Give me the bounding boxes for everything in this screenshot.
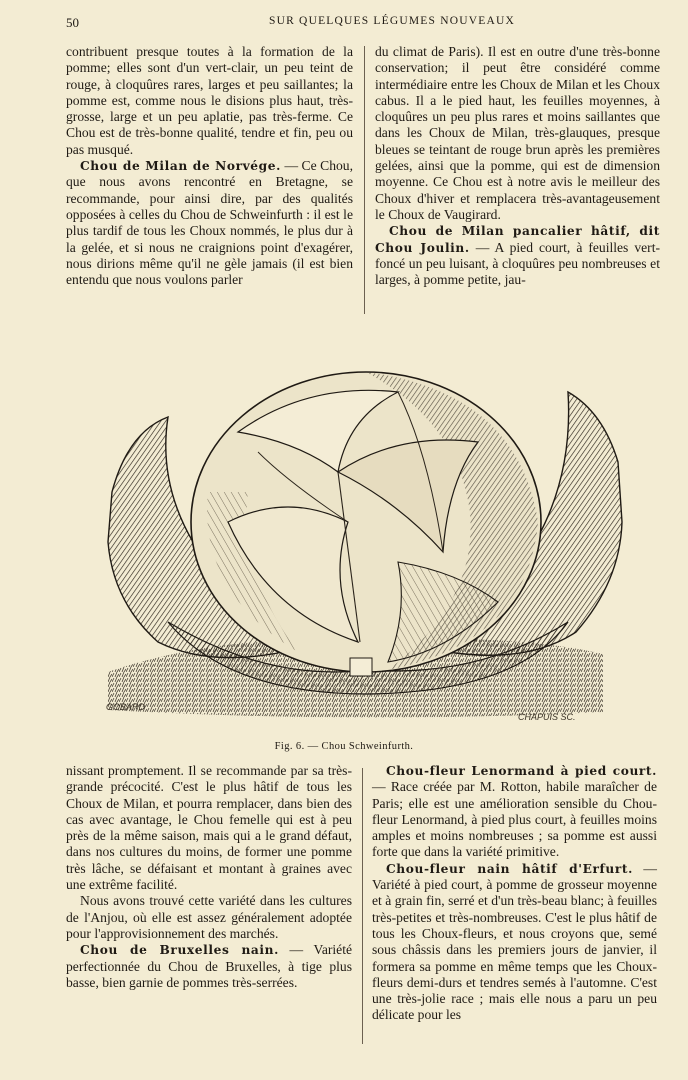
paragraph-erfurt [372, 861, 657, 1024]
page-header [66, 15, 658, 35]
page-number: 50 [66, 15, 79, 30]
paragraph: contribuent presque toutes à la formation de la pomme; elles sont d'un vert-clair, un peu teint de rouge, à cloquûres rares, larges et peu saillantes; la pomme est, comme nous le disions plus haut, très-grosse, large et un peu aplatie, pas très-ferme. Ce Chou est de très-bonne qualité, tendre et fin, peu ou pas musqué. [66, 44, 353, 157]
column-divider [364, 46, 365, 314]
bottom-right-column [372, 763, 657, 1024]
paragraph-text: — A pied court, à feuilles vert-foncé un peu luisant, à cloquûres peu nombreuses et larges, à pomme petite, jau- [375, 239, 660, 288]
paragraph-text: — Variété à pied court, à pomme de grosseur moyenne et à grain fin, serré et d'un très-beau blanc; à feuilles très-petites et très-nombreuses. C'est le plus hâtif de tous les Choux-fleurs, et nous croyons que, semé sous châssis dans les premiers jours de janvier, il formera sa pomme en même temps que les Choux-fleurs demi-durs et tendres semés à l'automne. C'est une très-jolie race ; mais elle nous a paru un peu délicate pour les [372, 860, 657, 1023]
paragraph-bruxelles [66, 942, 352, 991]
cabbage-stem [350, 658, 372, 676]
section-heading: Chou de Milan pancalier hâtif, dit Chou Joulin. [375, 224, 660, 255]
engraver-left: GOBARD [106, 702, 146, 712]
section-heading: Chou-fleur Lenormand à pied court. [386, 764, 657, 778]
paragraph-text: — Variété perfectionnée du Chou de Bruxelles, à tige plus basse, bien garnie de pommes très-serrées. [66, 942, 353, 990]
section-heading: Chou de Bruxelles nain. [80, 943, 279, 958]
paragraph-text: — Ce Chou, que nous avons rencontré en Bretagne, se recommande, pour ainsi dire, par des qualités opposées à celles du Chou de Schweinfurth : il est le plus tardif de tous les Choux nommés, le plus dur à la gelée, et si nous ne craignions point d'exagérer, nous dirions même qu'il ne gèle jamais (il est bien entendu que nous voulons parler [66, 158, 353, 288]
bottom-left-column [66, 763, 352, 991]
top-right-column [375, 44, 660, 288]
paragraph-norvege [66, 158, 353, 288]
section-heading: Chou-fleur nain hâtif d'Erfurt. [386, 861, 633, 876]
engraver-right: CHAPUIS SC. [518, 712, 576, 722]
section-heading: Chou de Milan de Norvége. [80, 159, 281, 174]
top-left-column [66, 44, 353, 288]
paragraph: du climat de Paris). Il est en outre d'une très-bonne conservation; il peut être considéré comme intermédiaire entre les Choux de Milan et les Choux cabus. Il a le pied haut, les feuilles moyennes, à cloquûres un peu plus rares et moins saillantes que dans les Choux de Milan, très-glauques, presque bleues se teintant de rouge brun après les premières gelées, ainsi que la pomme, qui est de dimension moyenne. Ce Chou est à notre avis le meilleur des Choux d'hiver et remplacera très-avantageusement le Choux de Vaugirard. [375, 44, 660, 222]
paragraph: nissant promptement. Il se recommande par sa très-grande précocité. C'est le plus hâtif de tous les Choux de Milan, et pourra remplacer, dans bien des cas avec avantage, le Chou femelle qui est à peu près de la même saison, mais qui a le grand défaut, dans nos cultures du moins, de former une pomme très lâche, se défaisant et montant à graines avec une extrême facilité. [66, 763, 352, 893]
paragraph: Nous avons trouvé cette variété dans les cultures de l'Anjou, où elle est assez généralement adoptée pour l'approvisionnement des marchés. [66, 893, 352, 941]
paragraph-lenormand [372, 763, 657, 861]
figure-caption: Fig. 6. — Chou Schweinfurth. [274, 741, 414, 752]
column-divider [362, 768, 363, 1044]
paragraph-pancalier [375, 223, 660, 288]
running-title: SUR QUELQUES LÉGUMES NOUVEAUX [269, 15, 515, 27]
cabbage-illustration [98, 322, 626, 732]
paragraph-text: — Race créée par M. Rotton, habile maraîcher de Paris; elle est une amélioration sensible du Chou-fleur Lenormand, à pied plus court, à feuilles moins amples et moins nombreuses ; sa pomme est aussi forte que dans la variété primitive. [372, 779, 657, 860]
